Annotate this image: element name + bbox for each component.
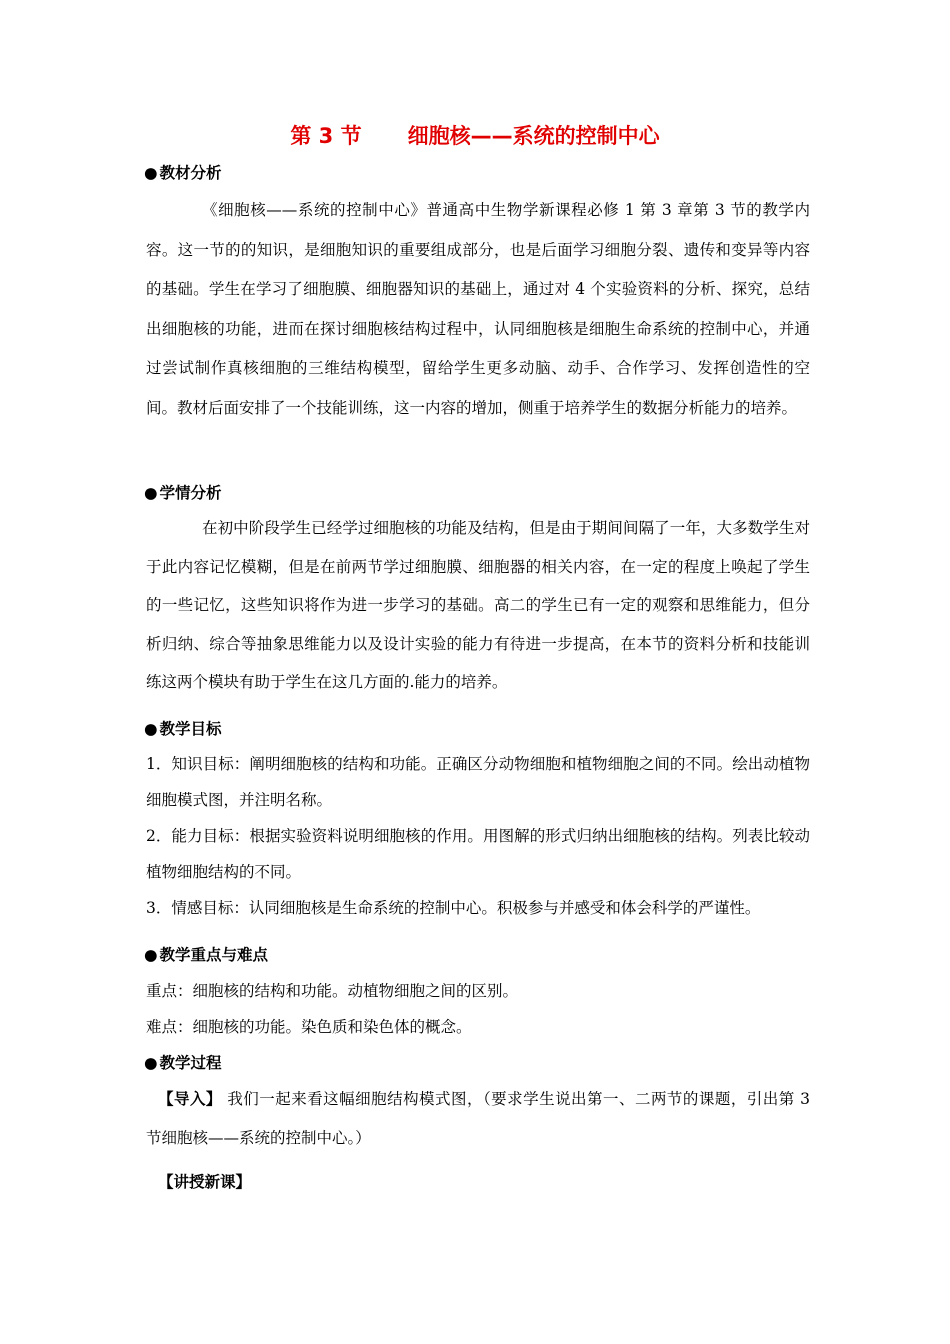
intro-text: 我们一起来看这幅细胞结构模式图，（要求学生说出第一、二两节的课题，引出第 3 节细胞核——系统的控制中心。） [146,1090,810,1147]
learner-analysis-paragraph: 在初中阶段学生已经学过细胞核的功能及结构，但是由于期间间隔了一年，大多数学生对于此内容记忆模糊，但是在前两节学过细胞膜、细胞器的相关内容，在一定的程度上唤起了学生的一些记忆，这些知识将作为进一步学习的基础。高二的学生已有一定的观察和思维能力，但分析归纳、综合等抽象思维能力以及设计实验的能力有待进一步提高，在本节的资料分析和技能训练这两个模块有助于学生在这几方面的.能力的培养。 [146,519,810,691]
heading-teaching-goals: ● 教学目标 [144,720,222,738]
teaching-process-intro [146,1080,810,1158]
page-title [0,120,950,152]
heading-textbook-analysis: ● 教材分析 [144,164,222,182]
key-point: 重点：细胞核的结构和功能。动植物细胞之间的区别。 [146,982,519,1000]
heading-key-difficult-points: ● 教学重点与难点 [144,946,269,964]
key-difficult-points [146,973,810,1045]
new-lesson-label: 【讲授新课】 [158,1173,252,1191]
goal-item: 2．能力目标：根据实验资料说明细胞核的作用。用图解的形式归纳出细胞核的结构。列表比较动植物细胞结构的不同。 [146,827,810,881]
heading-learner-analysis: ● 学情分析 [144,484,222,502]
intro-label: 【导入】 [158,1090,222,1108]
section-name: 细胞核——系统的控制中心 [407,124,660,148]
difficult-point: 难点：细胞核的功能。染色质和染色体的概念。 [146,1018,472,1036]
goal-item: 3．情感目标：认同细胞核是生命系统的控制中心。积极参与并感受和体会科学的严谨性。 [146,899,761,917]
goal-item: 1．知识目标：阐明细胞核的结构和功能。正确区分动物细胞和植物细胞之间的不同。绘出动植物细胞模式图，并注明名称。 [146,755,810,809]
teaching-goals-list [146,746,810,926]
section-number: 第 3 节 [290,124,362,148]
bullet-icon: ● [144,720,158,738]
bullet-icon: ● [144,1054,158,1072]
heading-teaching-process: ● 教学过程 [144,1054,222,1072]
textbook-analysis-paragraph: 《细胞核——系统的控制中心》普通高中生物学新课程必修 1 第 3 章第 3 节的教学内容。这一节的的知识，是细胞知识的重要组成部分，也是后面学习细胞分裂、遗传和变异等内容的基础。学生在学习了细胞膜、细胞器知识的基础上，通过对 4 个实验资料的分析、探究，总结出细胞核的功能，进而在探讨细胞核结构过程中，认同细胞核是细胞生命系统的控制中心，并通过尝试制作真核细胞的三维结构模型，留给学生更多动脑、动手、合作学习、发挥创造性的空间。教材后面安排了一个技能训练，这一内容的增加，侧重于培养学生的数据分析能力的培养。 [146,201,810,417]
bullet-icon: ● [144,164,158,182]
bullet-icon: ● [144,484,158,502]
bullet-icon: ● [144,946,158,964]
